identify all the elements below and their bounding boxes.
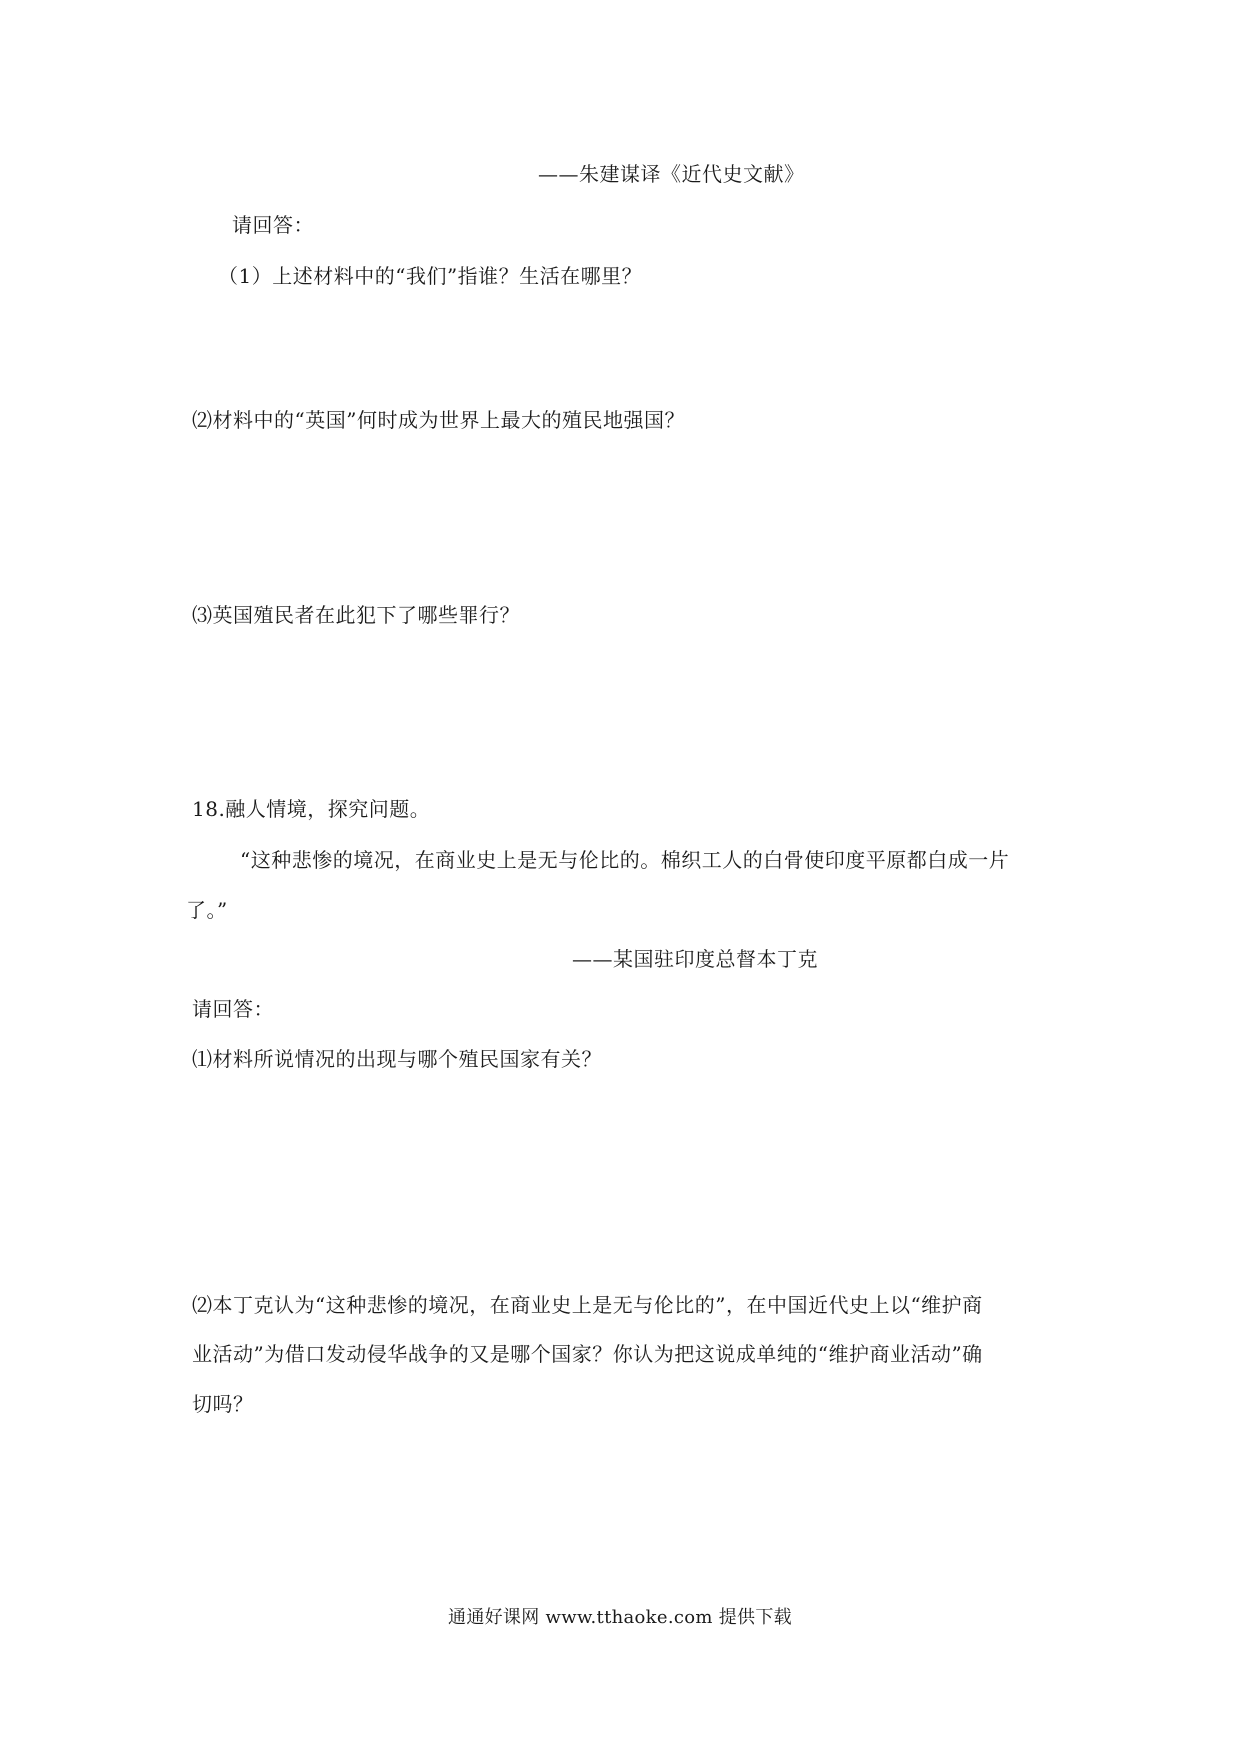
source-attribution-1: ——朱建谋译《近代史文献》 <box>538 162 805 186</box>
question-18-title: 18.融人情境，探究问题。 <box>192 797 431 821</box>
quote-line-2: 了。” <box>186 898 228 922</box>
question-1-1: （1）上述材料中的“我们”指谁？生活在哪里？ <box>218 264 643 288</box>
answer-prompt-1: 请回答： <box>232 213 314 237</box>
question-1-2: ⑵材料中的“英国”何时成为世界上最大的殖民地强国？ <box>192 408 685 432</box>
question-2-1: ⑴材料所说情况的出现与哪个殖民国家有关？ <box>192 1047 602 1071</box>
question-2-2-line-3: 切吗？ <box>192 1392 254 1416</box>
question-1-3: ⑶英国殖民者在此犯下了哪些罪行？ <box>192 603 520 627</box>
footer-credit: 通通好课网 www.tthaoke.com 提供下载 <box>448 1607 792 1628</box>
quote-line-1: “这种悲惨的境况，在商业史上是无与伦比的。棉织工人的白骨使印度平原都白成一片 <box>240 848 1010 872</box>
question-2-2-line-2: 业活动”为借口发动侵华战争的又是哪个国家？你认为把这说成单纯的“维护商业活动”确 <box>192 1342 983 1366</box>
question-2-2-line-1: ⑵本丁克认为“这种悲惨的境况，在商业史上是无与伦比的”，在中国近代史上以“维护商 <box>192 1293 983 1317</box>
answer-prompt-2: 请回答： <box>192 997 274 1021</box>
source-attribution-2: ——某国驻印度总督本丁克 <box>572 947 818 971</box>
